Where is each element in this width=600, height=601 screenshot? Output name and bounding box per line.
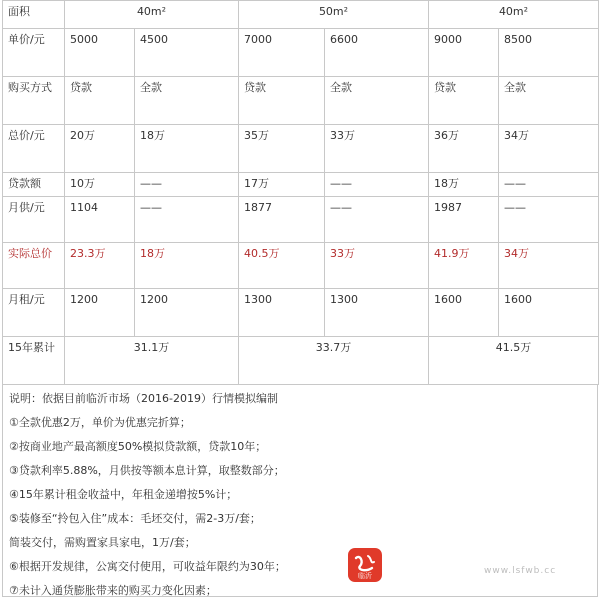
row-label: 实际总价 (3, 243, 65, 289)
cell: —— (135, 173, 239, 197)
cell: 40.5万 (239, 243, 325, 289)
area-group-1: 40m² (65, 1, 239, 29)
logo-glyph-icon (348, 548, 382, 582)
cell: 17万 (239, 173, 325, 197)
logo-text: 临沂 (358, 572, 372, 580)
cell: 1200 (135, 289, 239, 337)
cell: —— (325, 197, 429, 243)
note-line: 简装交付，需购置家具家电，1万/套； (9, 536, 196, 549)
cell: —— (499, 173, 599, 197)
row-label: 贷款额 (3, 173, 65, 197)
cell: 20万 (65, 125, 135, 173)
cell: 41.9万 (429, 243, 499, 289)
cell: 贷款 (429, 77, 499, 125)
cumulative-value: 33.7万 (239, 337, 429, 385)
row-label: 15年累计 (3, 337, 65, 385)
cell: 1104 (65, 197, 135, 243)
note-line: ①全款优惠2万，单价为优惠完折算； (9, 416, 191, 429)
note-line: 说明：依据目前临沂市场（2016-2019）行情模拟编制 (9, 392, 278, 405)
note-line: ⑥根据开发规律，公寓交付使用，可收益年限约为30年； (9, 560, 286, 573)
row-unit-price (3, 29, 599, 77)
cell: 35万 (239, 125, 325, 173)
row-label: 购买方式 (3, 77, 65, 125)
cumulative-value: 41.5万 (429, 337, 599, 385)
row-label: 单价/元 (3, 29, 65, 77)
row-total-price (3, 125, 599, 173)
cell: 1600 (429, 289, 499, 337)
cell: 6600 (325, 29, 429, 77)
row-monthly-rent (3, 289, 599, 337)
cell: 33万 (325, 125, 429, 173)
area-group-3: 40m² (429, 1, 599, 29)
cell: —— (499, 197, 599, 243)
row-monthly-payment (3, 197, 599, 243)
row-loan-amount (3, 173, 599, 197)
cell: 7000 (239, 29, 325, 77)
cell: 全款 (499, 77, 599, 125)
cell: 1600 (499, 289, 599, 337)
row-cumulative (3, 337, 599, 385)
cell: 1200 (65, 289, 135, 337)
cell: 10万 (65, 173, 135, 197)
cell: 18万 (135, 243, 239, 289)
cell: 18万 (135, 125, 239, 173)
site-logo-icon (348, 548, 382, 582)
cell: —— (135, 197, 239, 243)
area-label: 面积 (3, 1, 65, 29)
cell: 全款 (135, 77, 239, 125)
cell: 5000 (65, 29, 135, 77)
cell: 36万 (429, 125, 499, 173)
cell: 1300 (239, 289, 325, 337)
cell: 全款 (325, 77, 429, 125)
cell: 34万 (499, 125, 599, 173)
note-line: ⑦未计入通货膨胀带来的购买力变化因素； (9, 584, 217, 597)
note-line: ③贷款利率5.88%，月供按等额本息计算，取整数部分； (9, 464, 285, 477)
cell: 34万 (499, 243, 599, 289)
cell: 贷款 (239, 77, 325, 125)
row-actual-total (3, 243, 599, 289)
row-label: 月供/元 (3, 197, 65, 243)
note-line: ④15年累计租金收益中，年租金递增按5%计； (9, 488, 238, 501)
note-line: ②按商业地产最高额度50%模拟贷款额，贷款10年； (9, 440, 267, 453)
row-label: 总价/元 (3, 125, 65, 173)
cell: 18万 (429, 173, 499, 197)
row-label: 月租/元 (3, 289, 65, 337)
cell: 9000 (429, 29, 499, 77)
note-line: ⑤装修至“拎包入住”成本：毛坯交付，需2-3万/套； (9, 512, 261, 525)
cumulative-value: 31.1万 (65, 337, 239, 385)
area-group-2: 50m² (239, 1, 429, 29)
cell: 8500 (499, 29, 599, 77)
cell: 1877 (239, 197, 325, 243)
watermark-text: www.lsfwb.cc (484, 566, 557, 576)
row-payment-method (3, 77, 599, 125)
cell: 4500 (135, 29, 239, 77)
cell: 1300 (325, 289, 429, 337)
header-row (3, 1, 599, 29)
cell: —— (325, 173, 429, 197)
pricing-table (2, 0, 599, 385)
cell: 23.3万 (65, 243, 135, 289)
cell: 33万 (325, 243, 429, 289)
cell: 1987 (429, 197, 499, 243)
cell: 贷款 (65, 77, 135, 125)
